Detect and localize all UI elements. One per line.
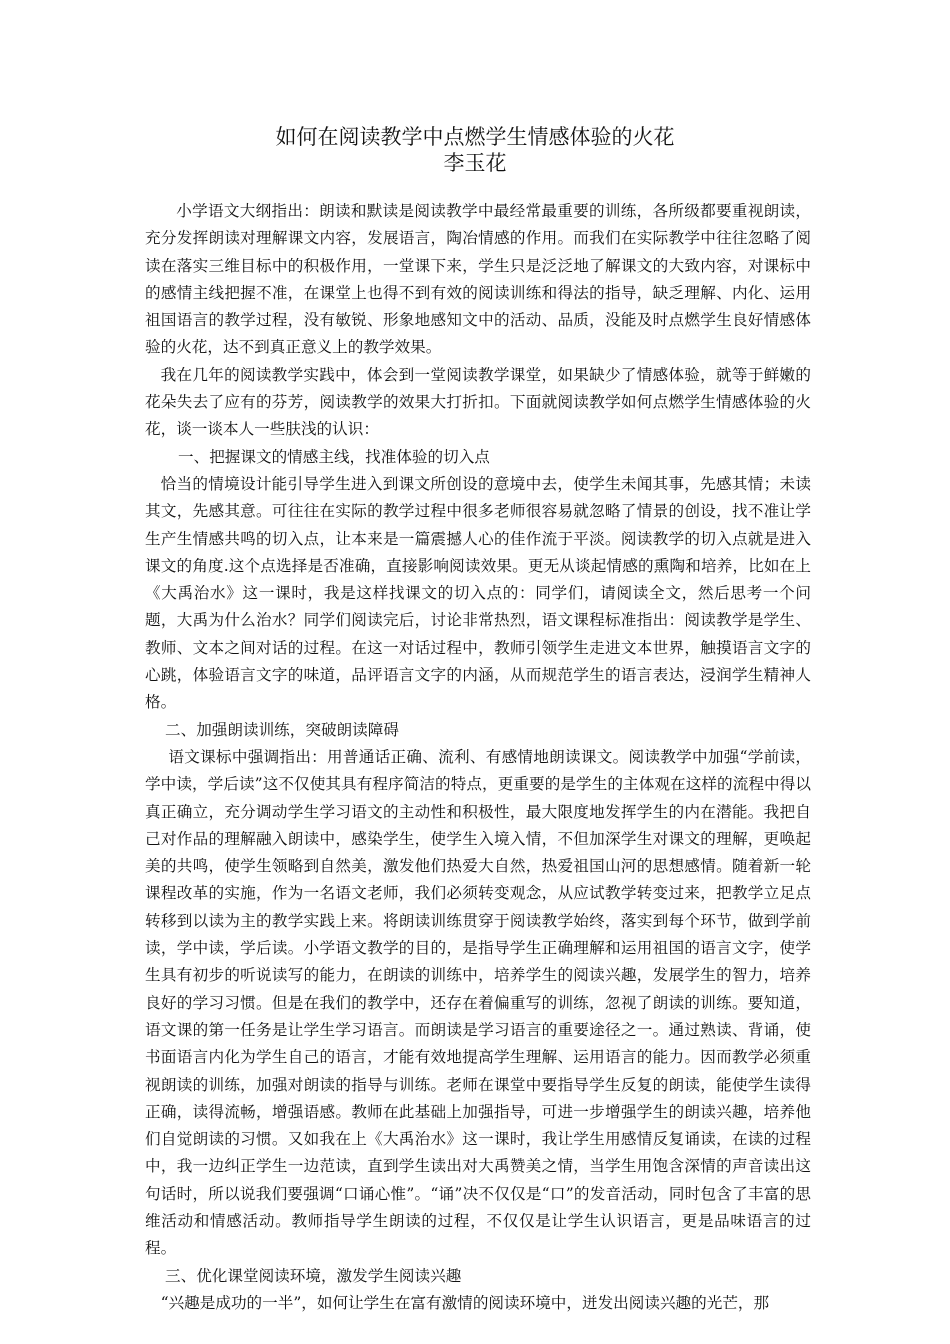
paragraph: 我在几年的阅读教学实践中，体会到一堂阅读教学课堂，如果缺少了情感体验，就等于鲜嫩的花朵失去了应有的芬芳，阅读教学的效果大打折扣。下面就阅读教学如何点燃学生情感体验的火花，谈一谈本人一些肤浅的认识：	[145, 365, 811, 439]
paragraph: 小学语文大纲指出：朗读和默读是阅读教学中最经常最重要的训练，各所级都要重视朗读，充分发挥朗读对理解课文内容，发展语言，陶冶情感的作用。而我们在实际教学中往往忽略了阅读在落实三维目标中的积极作用，一堂课下来，学生只是泛泛地了解课文的大致内容，对课标中的感情主线把握不准，在课堂上也得不到有效的阅读训练和得法的指导，缺乏理解、内化、运用祖国语言的教学过程，没有敏锐、形象地感知文中的活动、品质，没能及时点燃学生良好情感体验的火花，达不到真正意义上的教学效果。	[145, 202, 811, 357]
document-author: 李玉花	[443, 151, 507, 175]
document-title: 如何在阅读教学中点燃学生情感体验的火花	[275, 125, 675, 149]
paragraph: 恰当的情境设计能引导学生进入到课文所创设的意境中去，使学生未闻其事，先感其情；未读其文，先感其意。可往往在实际的教学过程中很多老师很容易就忽略了情景的创设，找不准让学生产生情感共鸣的切入点，让本来是一篇震撼人心的佳作流于平淡。阅读教学的切入点就是进入课文的角度.这个点选择是否准确，直接影响阅读效果。更无从谈起情感的熏陶和培养，比如在上《大禹治水》这一课时，我是这样找课文的切入点的：同学们，请阅读全文，然后思考一个问题，大禹为什么治水？同学们阅读完后，讨论非常热烈，语文课程标准指出：阅读教学是学生、教师、文本之间对话的过程。在这一对话过程中，教师引领学生走进文本世界，触摸语言文字的心跳，体验语言文字的味道，品评语言文字的内涵，从而规范学生的语言表达，浸润学生精神人格。	[145, 474, 811, 712]
paragraph: 语文课标中强调指出：用普通话正确、流利、有感情地朗读课文。阅读教学中加强“学前读，学中读，学后读”这不仅使其具有程序简洁的特点，更重要的是学生的主体观在这样的流程中得以真正确立，充分调动学生学习语文的主动性和积极性，最大限度地发挥学生的内在潜能。我把自己对作品的理解融入朗读中，感染学生，使学生入境入情，不但加深学生对课文的理解，更唤起美的共鸣，使学生领略到自然美，激发他们热爱大自然，热爱祖国山河的思想感情。随着新一轮课程改革的实施，作为一名语文老师，我们必须转变观念，从应试教学转变过来，把教学立足点转移到以读为主的教学实践上来。将朗读训练贯穿于阅读教学始终，落实到每个环节，做到学前读，学中读，学后读。小学语文教学的目的，是指导学生正确理解和运用祖国的语言文字，使学生具有初步的听说读写的能力，在朗读的训练中，培养学生的阅读兴趣，发展学生的智力，培养良好的学习习惯。但是在我们的教学中，还存在着偏重写的训练，忽视了朗读的训练。要知道，语文课的第一任务是让学生学习语言。而朗读是学习语言的重要途径之一。通过熟读、背诵，使书面语言内化为学生自己的语言，才能有效地提高学生理解、运用语言的能力。因而教学必须重视朗读的训练，加强对朗读的指导与训练。老师在课堂中要指导学生反复的朗读，能使学生读得正确，读得流畅，增强语感。教师在此基础上加强指导，可进一步增强学生的朗读兴趣，培养他们自觉朗读的习惯。又如我在上《大禹治水》这一课时，我让学生用感情反复诵读，在读的过程中，我一边纠正学生一边范读，直到学生读出对大禹赞美之情，当学生用饱含深情的声音读出这句话时，所以说我们要强调“口诵心惟”。“诵”决不仅仅是“口”的发音活动，同时包含了丰富的思维活动和情感活动。教师指导学生朗读的过程，不仅仅是让学生认识语言，更是品味语言的过程。	[145, 747, 811, 1258]
section-heading: 二、加强朗读训练，突破朗读障碍	[165, 720, 399, 739]
section-heading: 一、把握课文的情感主线，找准体验的切入点	[178, 447, 490, 466]
paragraph: “兴趣是成功的一半”，如何让学生在富有激情的阅读环境中，迸发出阅读兴趣的光芒，那	[160, 1293, 770, 1312]
document-body	[145, 198, 811, 1317]
section-heading: 三、优化课堂阅读环境，激发学生阅读兴趣	[165, 1266, 462, 1285]
